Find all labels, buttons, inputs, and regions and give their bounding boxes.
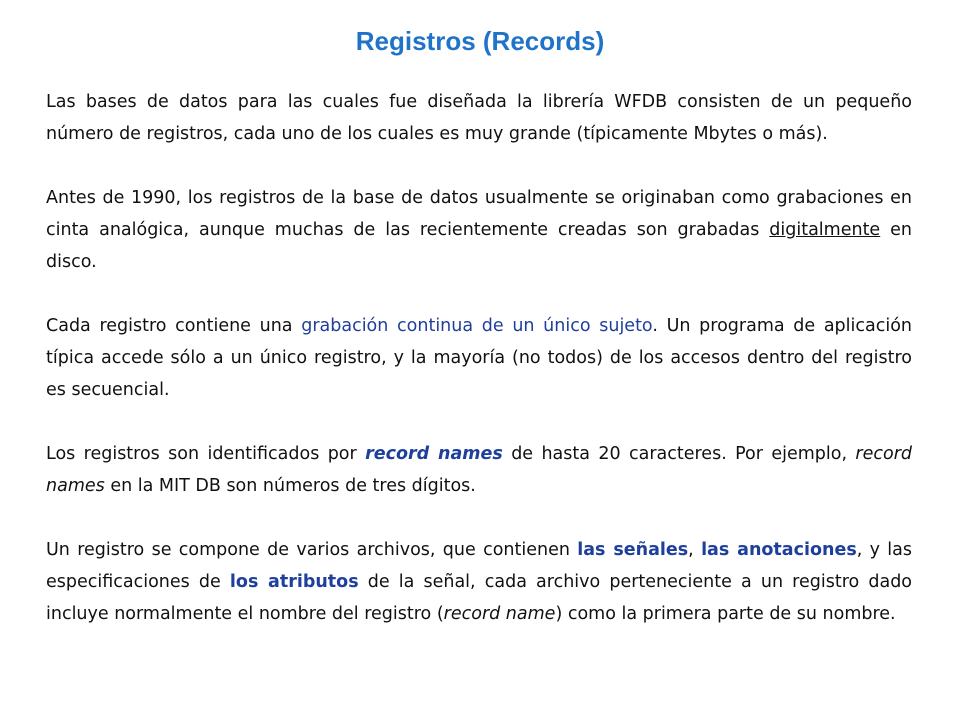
paragraph-text: , [688, 540, 702, 560]
paragraph-text: ) como la primera parte de su nombre. [555, 604, 896, 624]
underlined-term-digitalmente: digitalmente [769, 220, 881, 240]
paragraph-text: en disco. [46, 220, 912, 272]
term-annotations: las anotaciones [701, 540, 857, 560]
paragraph-history [46, 182, 912, 278]
term-signals: las señales [577, 540, 689, 560]
highlight-continuous-recording: grabación continua de un único sujeto [301, 316, 653, 336]
paragraph-text: , y las especificaciones de [46, 540, 913, 592]
paragraph-text: de hasta 20 caracteres. Por ejemplo, [502, 444, 856, 464]
paragraph-record-content [46, 310, 912, 406]
term-record-name-italic: record name [443, 604, 556, 624]
paragraph-text: Antes de 1990, los registros de la base de datos usualmente se originaban como grabaciones en cinta analógica, aunque muchas de las recientemente creadas son grabadas [46, 188, 912, 240]
paragraph-text: Las bases de datos para las cuales fue diseñada la librería WFDB consisten de un pequeño número de registros, cada uno de los cuales es muy grande (típicamente Mbytes o más). [46, 92, 912, 144]
paragraph-wfdb-databases [46, 86, 912, 150]
paragraph-text: de la señal, cada archivo perteneciente a un registro dado incluye normalmente el nombre del registro ( [46, 572, 913, 624]
term-record-names-italic: record names [46, 444, 912, 496]
paragraph-text: en la MIT DB son números de tres dígitos. [104, 476, 476, 496]
paragraph-record-names [46, 438, 912, 502]
slide-body [46, 86, 912, 630]
slide-title: Registros (Records) [355, 26, 605, 56]
paragraph-text: Un registro se compone de varios archivos, que contienen [46, 540, 578, 560]
term-record-names-emphasis: record names [365, 444, 503, 464]
paragraph-text: . Un programa de aplicación típica accede sólo a un único registro, y la mayoría (no todos) de los accesos dentro del registro es secuencial. [46, 316, 913, 400]
term-attributes: los atributos [229, 572, 359, 592]
paragraph-record-files [46, 534, 912, 630]
paragraph-text: Cada registro contiene una [46, 316, 302, 336]
paragraph-text: Los registros son identificados por [46, 444, 366, 464]
